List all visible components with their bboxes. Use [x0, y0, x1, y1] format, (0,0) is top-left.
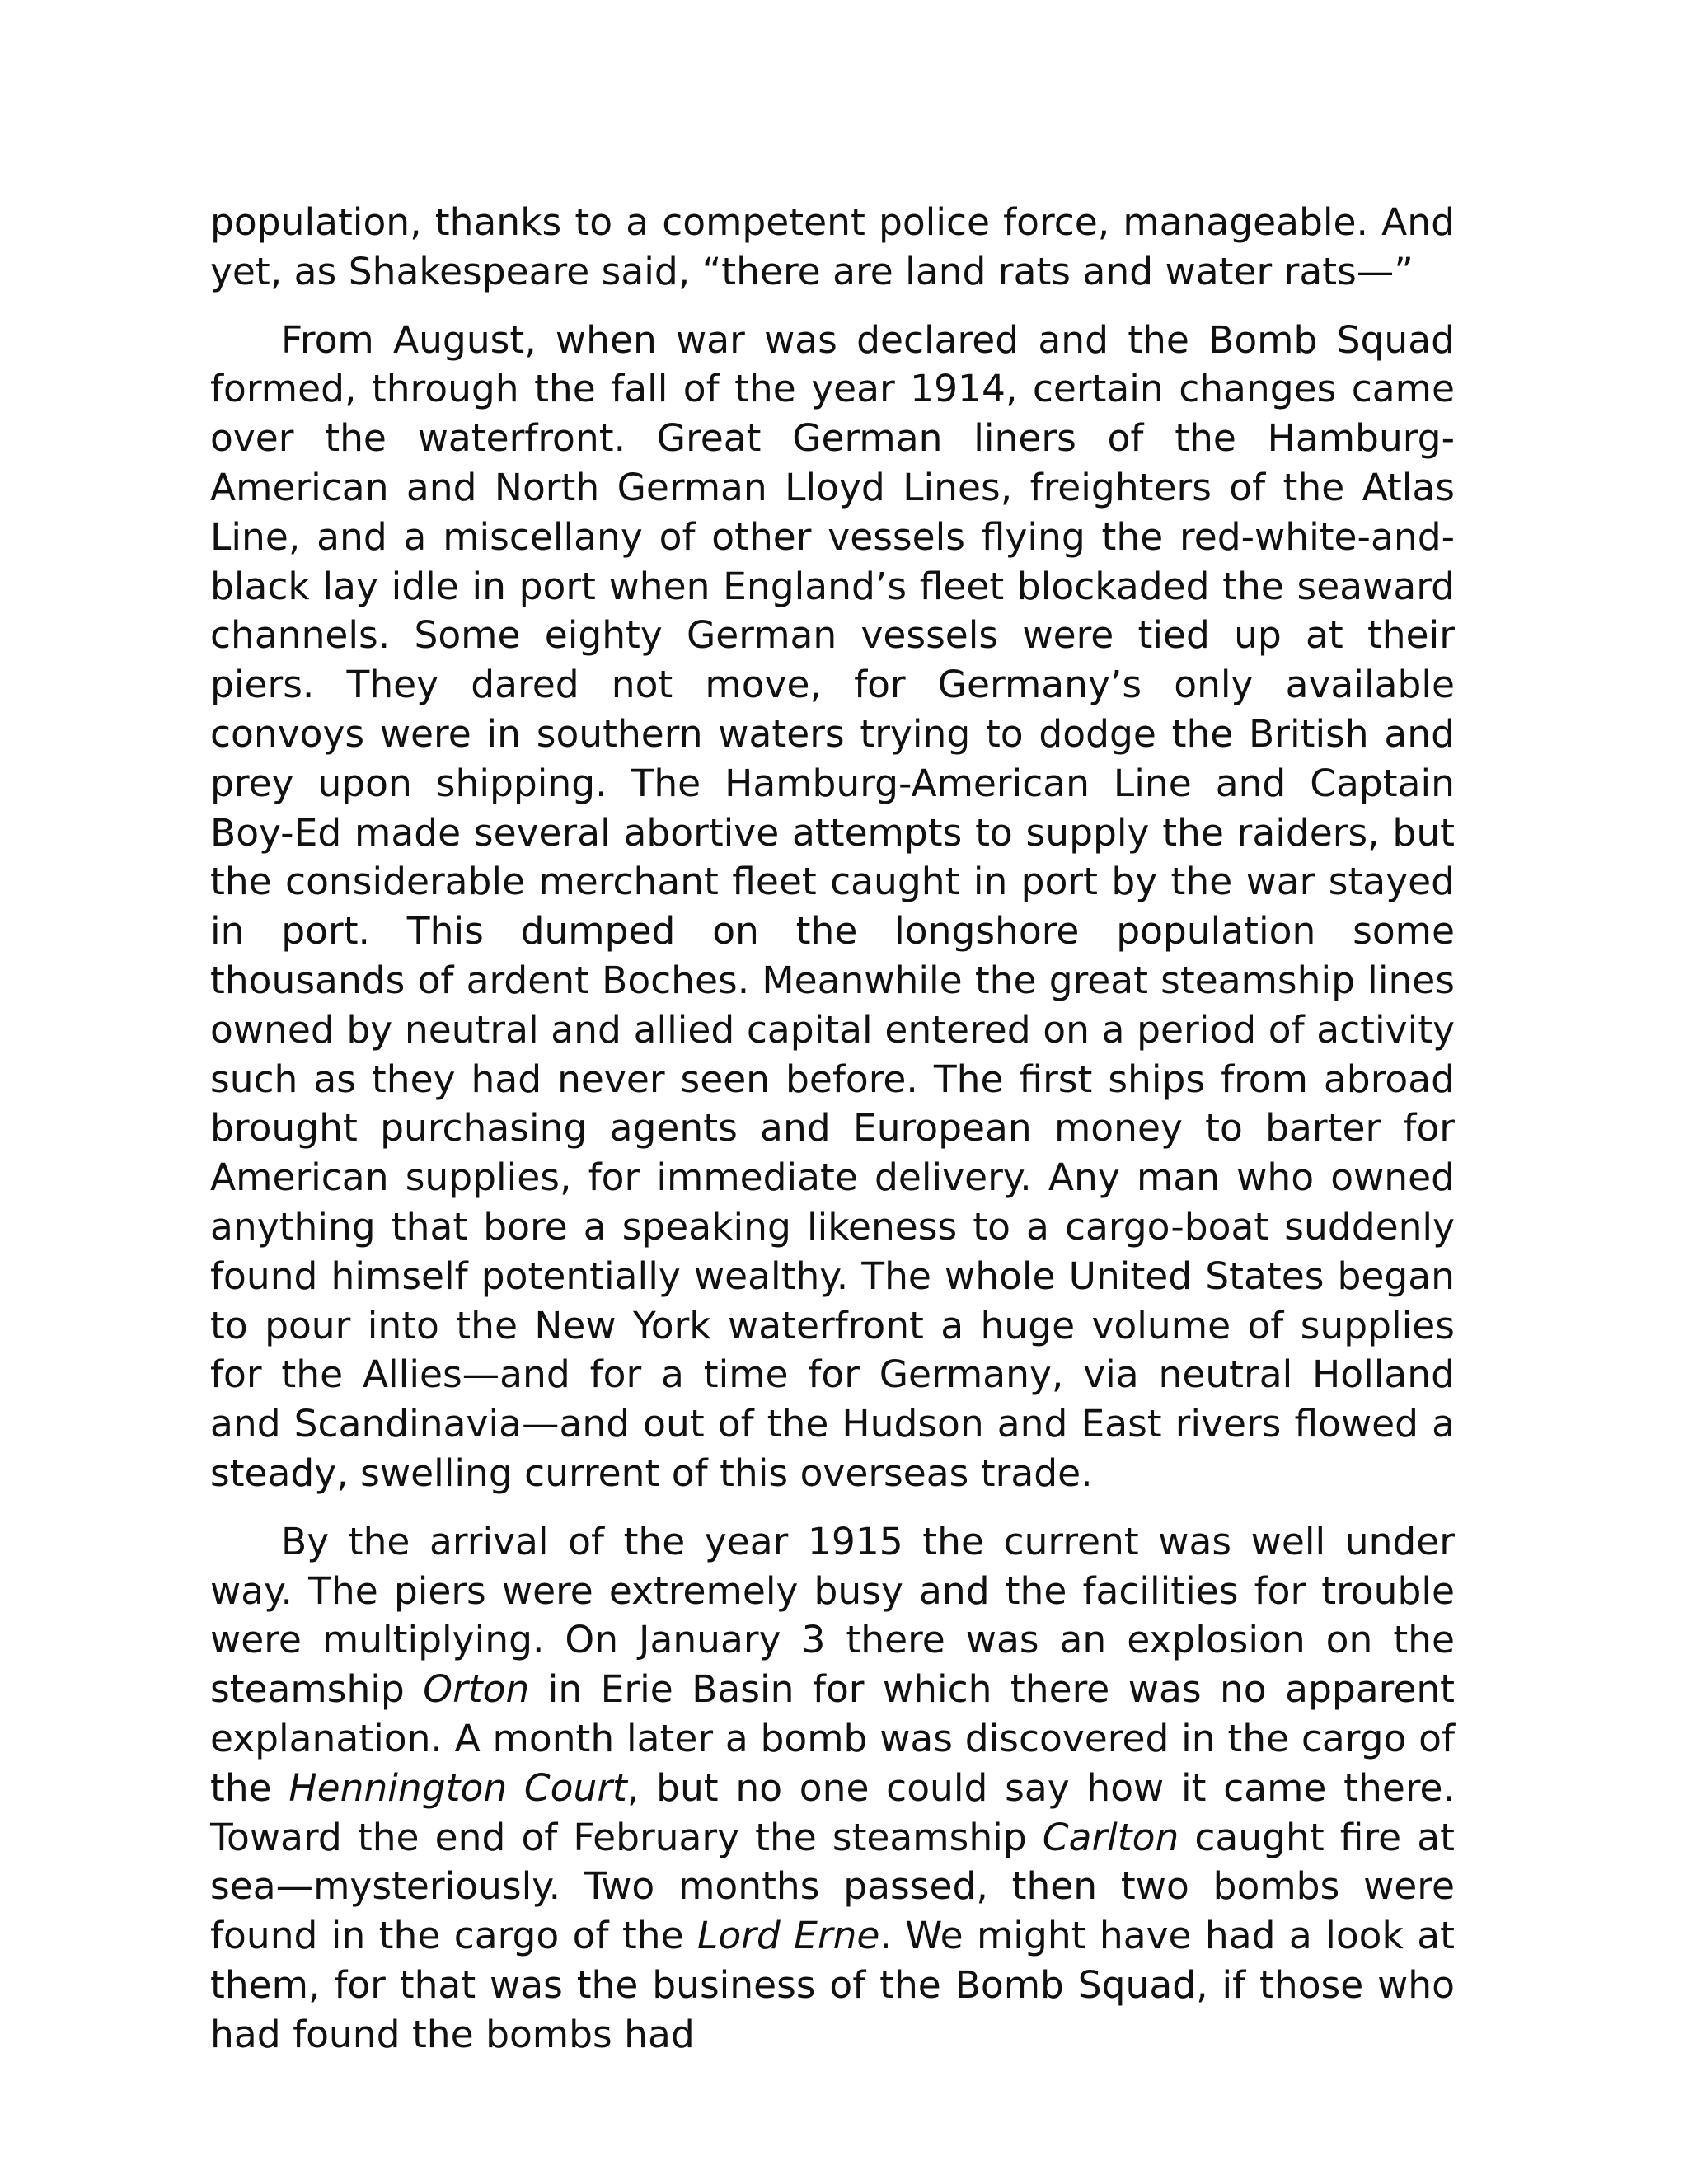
paragraph-3-text-3: , but no one could say how it came there. Toward the end of February the steamship: [210, 1765, 1455, 1859]
paragraph-3-text-1: By the arrival of the year 1915 the current was well under way. The piers were extremely busy and the facilities for trouble were multiplying. On January 3 there was an explosion on the steamship: [210, 1519, 1455, 1712]
paragraph-3-text-5: . We might have had a look at them, for that was the business of the Bomb Squad, if those who had found the bombs had: [210, 1914, 1455, 2056]
paragraph-2-text: From August, when war was declared and the Bomb Squad formed, through the fall of the year 1914, certain changes came over the waterfront. Great German liners of the Hamburg-American and North German Lloyd Lines, freighters of the Atlas Line, and a miscellany of other vessels flying the red-white-and-black lay idle in port when England’s fleet blockaded the seaward channels. Some eighty German vessels were tied up at their piers. They dared not move, for Germany’s only available convoys were in southern waters trying to dodge the British and prey upon shipping. The Hamburg-American Line and Captain Boy-Ed made several abortive attempts to supply the raiders, but the considerable merchant fleet caught in port by the war stayed in port. This dumped on the longshore population some thousands of ardent Boches. Meanwhile the great steamship lines owned by neutral and allied capital entered on a period of activity such as they had never seen before. The first ships from abroad brought purchasing agents and European money to barter for American supplies, for immediate delivery. Any man who owned anything that bore a speaking likeness to a cargo-boat suddenly found himself potentially wealthy. The whole United States began to pour into the New York waterfront a huge volume of supplies for the Allies—and for a time for Germany, via neutral Holland and Scandinavia—and out of the Hudson and East rivers flowed a steady, swelling current of this overseas trade.: [210, 317, 1455, 1495]
ship-name-hennington-court: Hennington Court: [288, 1765, 627, 1810]
paragraph-3: [210, 1517, 1455, 2060]
paragraph-3-text-4: caught fire at sea—mysteriously. Two months passed, then two bombs were found in the cargo of the: [210, 1815, 1455, 1958]
ship-name-orton: Orton: [423, 1667, 530, 1712]
ship-name-carlton: Carlton: [1042, 1815, 1179, 1859]
paragraph-1-text: population, thanks to a competent police force, manageable. And yet, as Shakespeare said, “there are land rats and water rats—”: [210, 200, 1455, 293]
paragraph-1: [210, 198, 1455, 297]
ship-name-lord-erne: Lord Erne: [696, 1914, 880, 1958]
paragraph-2: [210, 316, 1455, 1498]
paragraph-3-text-2: in Erie Basin for which there was no apparent explanation. A month later a bomb was discovered in the cargo of the: [210, 1667, 1455, 1810]
document-page: [210, 198, 1455, 2059]
